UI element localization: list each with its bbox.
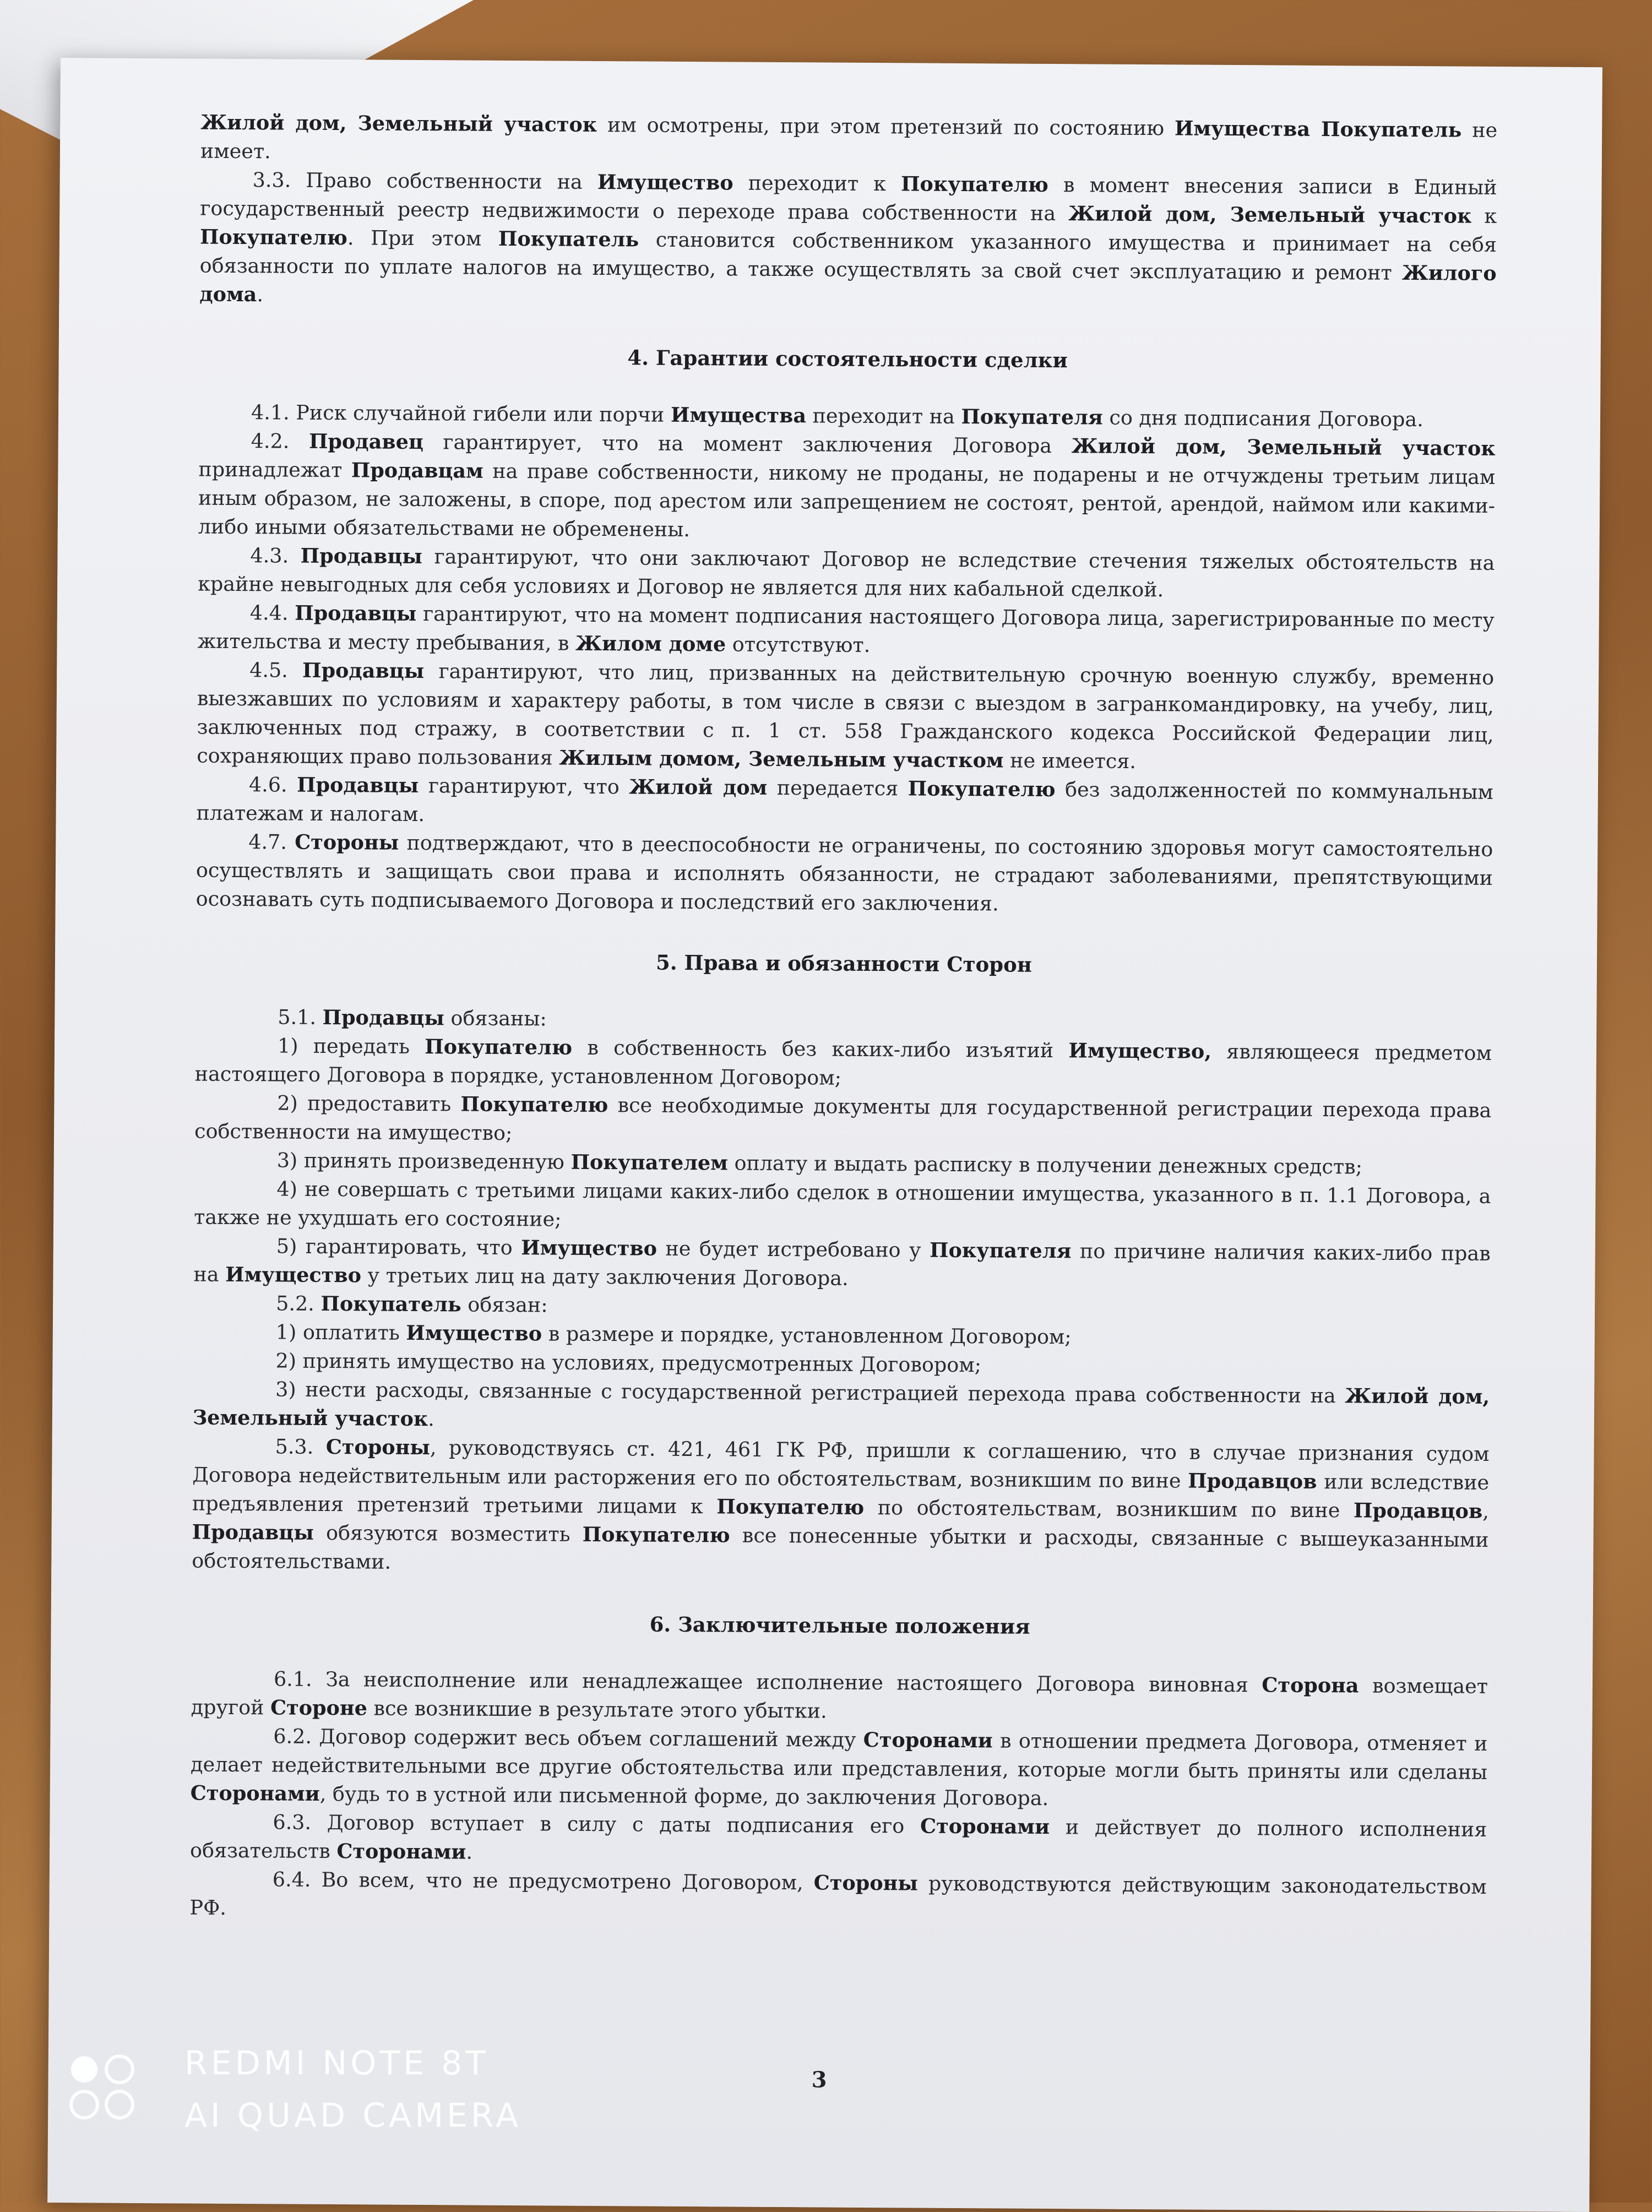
text-run: передается [767, 775, 908, 801]
text-run: 3) нести расходы, связанные с государственной регистрацией перехода права собственности на [275, 1377, 1345, 1408]
text-run: по обстоятельствам, возникшим по вине [864, 1495, 1354, 1523]
text-run: на праве собственности, никому не проданы, не подарены и не отчуждены третьим лицам иным образом, не заложены, в споре, под арестом или запрещением не состоят, рентой, арендой, наймом или какими-либо иными обязательствами не обременены. [198, 459, 1496, 541]
bold-term: Продавцы [192, 1520, 314, 1545]
bold-term: Покупателю [900, 172, 1049, 197]
bold-term: Покупателя [929, 1238, 1072, 1263]
section-5 [192, 1003, 1492, 1583]
section-5-heading: 5. Права и обязанности Сторон [655, 950, 1032, 977]
camera-lens-icon [63, 2048, 146, 2131]
text-run: в отношении предмета Договора, отменяет и делает недействительными все другие обстоятельства или представления, которые могли быть приняты или сделаны [190, 1729, 1488, 1784]
bold-term: Продавцов [1353, 1498, 1483, 1523]
text-run: в размере и порядке, установленном Договором; [542, 1322, 1072, 1349]
text-run: переходит к [733, 171, 901, 196]
text-run: в момент внесения записи в Единый государственный реестр недвижимости о переходе права собственности на [200, 172, 1497, 226]
document-page [47, 58, 1602, 2212]
text-run: . [428, 1407, 434, 1431]
bold-term: Жилой дом, Земельный участок [1071, 434, 1496, 460]
clause-paragraph [192, 1432, 1490, 1583]
bold-term: Сторонами [336, 1839, 466, 1864]
bold-term: Жилым домом, Земельным участком [559, 746, 1004, 773]
text-run: . При этом [347, 226, 499, 251]
text-run: , будь то в устной или письменной форме, до заключения Договора. [319, 1781, 1049, 1811]
text-run: переходит на [806, 404, 961, 429]
bold-term: Покупателю [425, 1035, 573, 1059]
text-run: , руководствуясь ст. 421, 461 ГК РФ, пришли к соглашению, что в случае признания судом Договора недействительным или расторжения его по обстоятельствам, возникшим по вине [192, 1436, 1490, 1493]
text-run: . [257, 282, 264, 307]
text-run: все возникшие в результате этого убытки. [367, 1696, 827, 1723]
text-run: им осмотрены, при этом претензий по состоянию [597, 112, 1175, 140]
bold-term: Жилой дом, Земельный участок [200, 110, 597, 137]
text-run: 4) не совершать с третьими лицами каких-либо сделок в отношении имущества, указанного в п. 1.1 Договора, а также не ухудшать его состояние; [194, 1177, 1491, 1231]
text-run: 5) гарантировать, что [276, 1234, 521, 1260]
text-run: 2) предоставить [277, 1091, 461, 1116]
text-run: все необходимые документы для государственной регистрации перехода права собственности на имущество; [194, 1093, 1492, 1145]
text-run: 4.6. [248, 773, 297, 797]
text-run: становится собственником указанного имущества и принимает на себя обязанности по уплате налогов на имущество, а также осуществлять за свой счет эксплуатацию и ремонт [199, 227, 1497, 285]
bold-term: Продавцы [322, 1005, 444, 1030]
text-run: 2) принять имущество на условиях, предусмотренных Договором; [275, 1349, 982, 1377]
bold-term: Сторона [1262, 1673, 1359, 1698]
text-run: и действует до полного исполнения обязательств [189, 1815, 1487, 1863]
clause-paragraph [198, 427, 1496, 549]
bold-term: Продавцы [295, 601, 417, 626]
bold-term: Имущество, [1068, 1039, 1212, 1063]
text-run: оплату и выдать расписку в получении денежных средств; [727, 1151, 1363, 1179]
bold-term: Жилом доме [575, 631, 726, 656]
text-run: , [1482, 1499, 1490, 1523]
bold-term: Покупателю [582, 1522, 730, 1547]
section-4-heading: 4. Гарантии состоятельности сделки [627, 345, 1068, 373]
bold-term: Продавцам [351, 458, 483, 483]
document-body [189, 108, 1497, 1930]
bold-term: Имущества [670, 403, 807, 428]
bold-term: Покупатель [498, 226, 639, 252]
clause-paragraph [196, 828, 1493, 921]
section-6 [189, 1665, 1488, 1930]
bold-term: Имущество [225, 1262, 362, 1287]
text-run: 6.3. Договор вступает в силу с даты подписания его [273, 1810, 921, 1838]
text-run: обязуются возместить [313, 1520, 583, 1546]
text-run: у третьих лиц на дату заключения Договора. [361, 1263, 849, 1290]
clause-paragraph [194, 1089, 1492, 1154]
text-run: в собственность без каких-либо изъятий [572, 1035, 1069, 1063]
paragraph-3-2-tail [200, 108, 1498, 173]
watermark-camera: AI QUAD CAMERA [184, 2096, 522, 2135]
text-run: гарантируют, что на момент подписания настоящего Договора лица, зарегистрированные по месту жительства и месту пребывания, в [197, 601, 1495, 655]
text-run: отсутствуют. [726, 632, 871, 657]
text-run: со дня подписания Договора. [1102, 405, 1423, 432]
text-run: не имеется. [1003, 748, 1137, 773]
bold-term: Сторонами [863, 1727, 993, 1753]
text-run: гарантируют, что лиц, призванных на действительную срочную военную службу, временно выезжавших по условиям и характеру работы, в том числе в связи с выездом в загранкомандировку, на учебу, лиц, заключенных под стражу, в соответствии с п. 1 ст. 558 Гражданского кодекса Российской Федерации лиц, сохраняющих право пользования [197, 659, 1495, 770]
bold-term: Жилой дом, Земельный участок [192, 1384, 1490, 1431]
bold-term: Стороны [295, 830, 399, 855]
text-run: 3) принять произведенную [276, 1148, 571, 1174]
section-6-heading: 6. Заключительные положения [649, 1612, 1030, 1639]
bold-term: Покупателю [199, 225, 348, 250]
bold-term: Продавцы [302, 658, 425, 683]
bold-term: Покупатель [320, 1291, 461, 1317]
text-run: 4.2. [251, 429, 309, 453]
text-run: 4.4. [249, 601, 295, 625]
text-run: без задолженностей по коммунальным платежам и налогам. [196, 778, 1494, 827]
bold-term: Сторонами [190, 1781, 320, 1806]
bold-term: Покупателя [961, 405, 1103, 430]
bold-term: Имущество [406, 1320, 542, 1346]
bold-term: Продавцов [1188, 1469, 1317, 1493]
text-run: гарантируют, что они заключают Договор не вследствие стечения тяжелых обстоятельств на крайне невыгодных для себя условиях и Договор не является для них кабальной сделкой. [198, 545, 1495, 602]
clause-paragraph [191, 1665, 1488, 1730]
clause-paragraph [191, 1722, 1488, 1816]
bold-term: Сторонами [920, 1814, 1050, 1839]
bold-term: Имущества Покупатель [1174, 116, 1462, 142]
text-run: 1) передать [277, 1034, 425, 1059]
text-run: подтверждают, что в дееспособности не ограничены, по состоянию здоровья могут самостоятельно осуществлять и защищать свои права и исполнять обязанности, не страдают заболеваниями, препятствующими осознавать суть подписываемого Договора и последствий его заключения. [195, 830, 1493, 916]
text-run: к [1471, 204, 1497, 228]
bold-term: Покупателю [716, 1494, 865, 1519]
paragraph-3-3 [199, 166, 1497, 317]
bold-term: Жилого дома [199, 260, 1497, 307]
text-run: 4.1. Риск случайной гибели или порчи [251, 400, 671, 427]
text-run: 5.1. [278, 1005, 323, 1029]
bold-term: Стороне [270, 1695, 368, 1720]
text-run: 4.5. [249, 658, 303, 682]
text-run: являющееся предметом настоящего Договора в порядке, установленном Договором; [194, 1039, 1492, 1090]
clause-paragraph [198, 541, 1495, 606]
text-run: . [466, 1840, 473, 1864]
bold-term: Имущество [597, 170, 733, 195]
watermark-model: REDMI NOTE 8T [184, 2044, 489, 2083]
text-run: 6.4. Во всем, что не предусмотрено Договором, [272, 1867, 814, 1895]
text-run: гарантируют, что [419, 773, 629, 799]
text-run: 1) оплатить [275, 1320, 406, 1345]
text-run: или вследствие предъявления претензий третьими лицами к [192, 1469, 1490, 1519]
bold-term: Продавцы [300, 544, 423, 569]
clause-paragraph [194, 1175, 1491, 1240]
bold-term: Покупателем [570, 1150, 729, 1175]
text-run: гарантирует, что на момент заключения Договора [423, 430, 1072, 458]
text-run: 6.2. Договор содержит весь объем соглашений между [273, 1724, 863, 1752]
text-run: по причине наличия каких-либо прав на [193, 1239, 1491, 1286]
text-run: 3.3. Право собственности на [252, 168, 597, 194]
text-run: 4.3. [250, 544, 301, 568]
text-run: 5.3. [275, 1434, 326, 1459]
text-run: 6.1. За неисполнение или ненадлежащее исполнение настоящего Договора виновная [273, 1667, 1262, 1697]
bold-term: Продавец [308, 429, 424, 454]
bold-term: Продавцы [296, 773, 419, 797]
text-run: не будет истребовано у [656, 1236, 930, 1262]
text-run: 4.7. [248, 830, 295, 854]
text-run: не имеет. [200, 118, 1498, 164]
bold-term: Жилой дом, Земельный участок [1068, 202, 1472, 228]
bold-term: Жилой дом [629, 775, 768, 800]
bold-term: Покупателю [907, 776, 1056, 802]
clause-paragraph [195, 1031, 1492, 1096]
clause-paragraph [193, 1232, 1491, 1297]
watermark-text [184, 2037, 521, 2142]
section-4 [196, 398, 1496, 921]
bold-term: Имущество [521, 1236, 657, 1260]
bold-term: Стороны [325, 1434, 431, 1460]
clause-paragraph [196, 770, 1493, 835]
clause-paragraph [197, 656, 1494, 778]
text-run: принадлежат [198, 457, 351, 482]
clause-paragraph [189, 1865, 1487, 1930]
text-run: 5.2. [276, 1291, 321, 1316]
text-run: обязаны: [444, 1006, 547, 1031]
text-run: возмещает другой [191, 1673, 1488, 1720]
text-run: обязан: [461, 1292, 548, 1317]
clause-paragraph [190, 1807, 1487, 1872]
clause-paragraph [197, 599, 1495, 664]
bold-term: Стороны [813, 1871, 919, 1895]
clause-paragraph [193, 1375, 1490, 1440]
page-number: 3 [811, 2067, 827, 2093]
text-run: все понесенные убытки и расходы, связанные с вышеуказанными обстоятельствами. [192, 1523, 1489, 1574]
bold-term: Покупателю [460, 1092, 608, 1117]
text-run: руководствуются действующим законодательством РФ. [189, 1871, 1487, 1920]
